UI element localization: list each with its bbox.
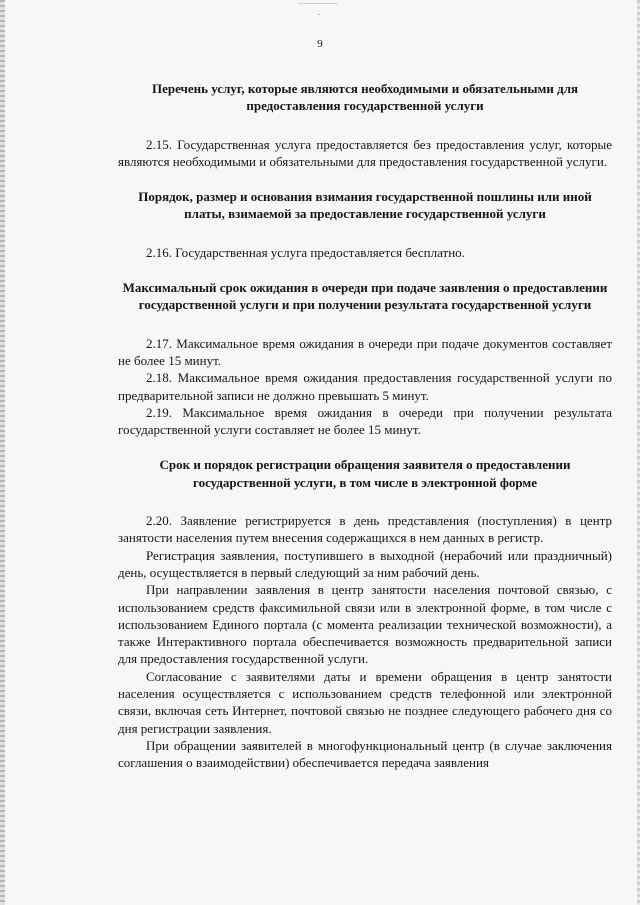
paragraph: 2.15. Государственная услуга предоставляется без предоставления услуг, которые являются необходимыми и обязательными для предоставления государственной услуги. (118, 136, 612, 169)
document-body (118, 80, 612, 772)
paragraph: 2.18. Максимальное время ожидания предоставления государственной услуги по предварительной записи не должно превышать 5 минут. (118, 370, 612, 403)
paragraph: 2.16. Государственная услуга предоставляется бесплатно. (146, 244, 465, 260)
paragraph: При направлении заявления в центр занятости населения почтовой связью, с использованием средств факсимильной связи или в электронной форме, в том числе с использованием Единого портала (с момента реализации технической возможности), а также Интерактивного портала обеспечивается возможность предварительной записи для предоставления государственной услуги. (118, 582, 612, 667)
section-heading: Порядок, размер и основания взимания государственной пошлины или иной платы, взимаемой за предоставление государственной услуги (138, 189, 592, 222)
section-heading: Перечень услуг, которые являются необходимыми и обязательными для предоставления государственной услуги (151, 81, 579, 114)
paragraph: При обращении заявителей в многофункциональный центр (в случае заключения соглашения о взаимодействии) обеспечивается передача заявления (118, 737, 612, 771)
paragraph: Согласование с заявителями даты и времени обращения в центр занятости населения осуществляется с использованием средств телефонной или электронной связи, включая сеть Интернет, почтовой связью не позднее следующего рабочего дня со дня регистрации заявления. (118, 668, 612, 736)
scan-speck (298, 3, 338, 4)
section-heading: Максимальный срок ожидания в очереди при подаче заявления о предоставлении государственной услуги и при получении результата государственной услуги (122, 280, 608, 313)
paragraph: Регистрация заявления, поступившего в выходной (нерабочий или праздничный) день, осуществляется в первый следующий за ним рабочий день. (118, 547, 612, 580)
page-number: 9 (317, 38, 323, 50)
paragraph: 2.17. Максимальное время ожидания в очереди при подаче документов составляет не более 15 минут. (118, 335, 612, 368)
scan-speck (318, 14, 320, 15)
section-heading: Срок и порядок регистрации обращения заявителя о предоставлении государственной услуги, в том числе в электронной форме (159, 457, 571, 490)
paragraph: 2.19. Максимальное время ожидания в очереди при получении результата государственной услуги составляет не более 15 минут. (118, 404, 612, 438)
scan-edge-left (0, 0, 5, 905)
paragraph: 2.20. Заявление регистрируется в день представления (поступления) в центр занятости населения путем внесения содержащихся в нем данных в регистр. (118, 513, 612, 546)
